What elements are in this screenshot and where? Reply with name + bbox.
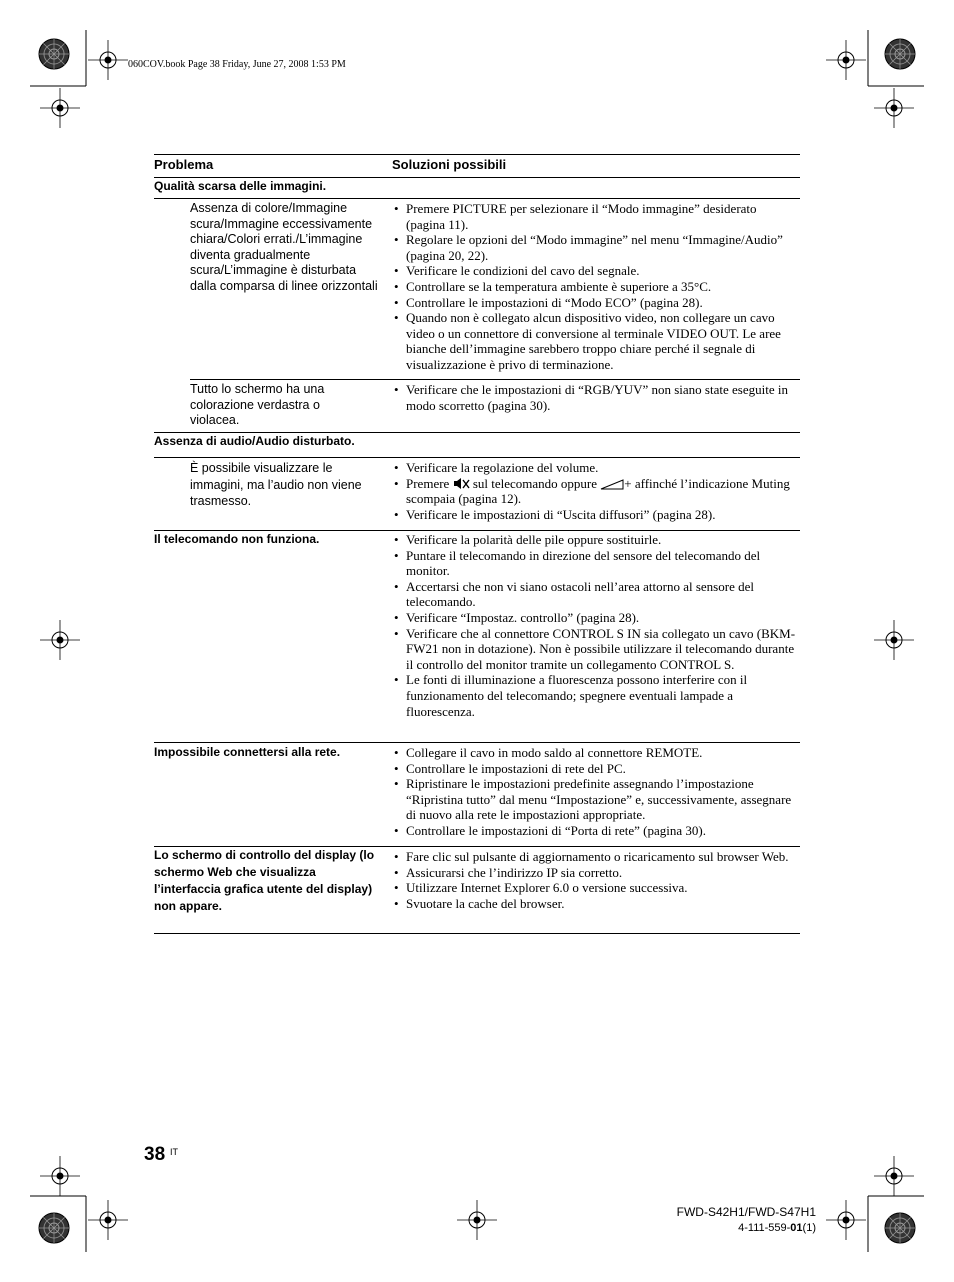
code-suffix: (1) [802, 1222, 816, 1234]
list-item: • Accertarsi che non vi siano ostacoli nell’area attorno al sensore del telecomando. [392, 579, 798, 610]
column-header-problem: Problema [154, 157, 214, 172]
list-item: • Assicurarsi che l’indirizzo IP sia corretto. [392, 865, 798, 881]
list-item: • Controllare le impostazioni di “Modo ECO” (pagina 28). [392, 295, 798, 311]
list-item: • Regolare le opzioni del “Modo immagine” nel menu “Immagine/Audio” (pagina 20, 22). [392, 232, 798, 263]
document-code [738, 1222, 816, 1234]
list-item: • Controllare se la temperatura ambiente è superiore a 35°C. [392, 279, 798, 295]
model-number: FWD-S42H1/FWD-S47H1 [676, 1205, 816, 1219]
mute-text-3: + affinché l’indicazione Muting scompaia (pagina 12). [406, 475, 790, 507]
list-item: • Quando non è collegato alcun dispositivo video, non collegare un cavo video o un connettore di conversione al terminale VIDEO OUT. Le aree bianche dell’immagine sarebbero troppo chiare perché il segnale di visualizzazione è privo di terminazione. [392, 310, 798, 372]
problem-greenish-screen: Tutto lo schermo ha una colorazione verdastra o violacea. [190, 382, 325, 428]
list-item-mute [392, 476, 798, 507]
code-bold: 01 [790, 1222, 803, 1234]
list-item: • Premere PICTURE per selezionare il “Modo immagine” desiderato (pagina 11). [392, 201, 798, 232]
list-item: • Verificare che le impostazioni di “RGB/YUV” non siano state eseguite in modo scorretto (pagina 30). [392, 382, 798, 413]
category-image-quality: Qualità scarsa delle immagini. [154, 179, 327, 193]
list-item: • Puntare il telecomando in direzione del sensore del telecomando del monitor. [392, 548, 798, 579]
mute-text-2: sul telecomando oppure [472, 475, 597, 491]
volume-wedge-icon [600, 479, 624, 490]
section-rule [154, 198, 800, 199]
list-item: • Controllare le impostazioni di rete del PC. [392, 761, 798, 777]
page-number: 38 [144, 1144, 166, 1165]
list-item: • Verificare “Impostaz. controllo” (pagina 28). [392, 610, 798, 626]
solutions-list-greenish [392, 382, 798, 413]
category-web-display: Lo schermo di controllo del display (lo schermo Web che visualizza l’interfaccia grafica utente del display) non appare. [154, 848, 375, 913]
solutions-list-no-color [392, 201, 798, 373]
list-item: • Verificare le condizioni del cavo del segnale. [392, 263, 798, 279]
code-prefix: 4-111-559- [738, 1222, 791, 1234]
mute-speaker-icon [453, 477, 470, 490]
category-audio: Assenza di audio/Audio disturbato. [154, 434, 355, 448]
solutions-list-remote [392, 532, 798, 719]
solutions-list-audio [392, 460, 798, 522]
section-rule [154, 742, 800, 743]
column-header-solutions: Soluzioni possibili [392, 157, 507, 172]
section-rule [154, 457, 800, 458]
solutions-list-web [392, 849, 798, 911]
page-language: IT [170, 1147, 178, 1157]
mute-text-1: Premere [406, 475, 450, 491]
list-item: • Le fonti di illuminazione a fluorescenza possono interferire con il funzionamento del telecomando; spegnere eventuali lampade a fluorescenza. [392, 672, 798, 719]
category-remote: Il telecomando non funziona. [154, 532, 320, 546]
category-network: Impossibile connettersi alla rete. [154, 745, 341, 759]
problem-no-color: Assenza di colore/Immagine scura/Immagine eccessivamente chiara/Colori errati./L’immagine diventa gradualmente scura/L’immagine è disturbata dalla comparsa di linee orizzontali [190, 201, 378, 293]
list-item: • Verificare che al connettore CONTROL S IN sia collegato un cavo (BKM-FW21 non in dotazione). Non è possibile utilizzare il telecomando durante il controllo del monitor tramite un collegamento CONTROL S. [392, 626, 798, 673]
list-item: • Svuotare la cache del browser. [392, 896, 798, 912]
problem-no-audio: È possibile visualizzare le immagini, ma l’audio non viene trasmesso. [190, 461, 362, 508]
list-item: • Verificare le impostazioni di “Uscita diffusori” (pagina 28). [392, 507, 798, 523]
list-item: • Utilizzare Internet Explorer 6.0 o versione successiva. [392, 880, 798, 896]
list-item: • Controllare le impostazioni di “Porta di rete” (pagina 30). [392, 823, 798, 839]
solutions-list-network [392, 745, 798, 839]
list-item: • Ripristinare le impostazioni predefinite assegnando l’impostazione “Ripristina tutto” dal menu “Impostazione” e, successivamente, assegnare di nuovo alla rete le impostazioni appropriate. [392, 776, 798, 823]
file-info: 060COV.book Page 38 Friday, June 27, 2008 1:53 PM [128, 59, 346, 70]
list-item: • Fare clic sul pulsante di aggiornamento o ricaricamento sul browser Web. [392, 849, 798, 865]
row-rule [190, 379, 800, 380]
list-item: • Verificare la polarità delle pile oppure sostituirle. [392, 532, 798, 548]
list-item: • Verificare la regolazione del volume. [392, 460, 798, 476]
list-item: • Collegare il cavo in modo saldo al connettore REMOTE. [392, 745, 798, 761]
table-bottom-rule [154, 933, 800, 934]
table-top-rule [154, 154, 800, 155]
